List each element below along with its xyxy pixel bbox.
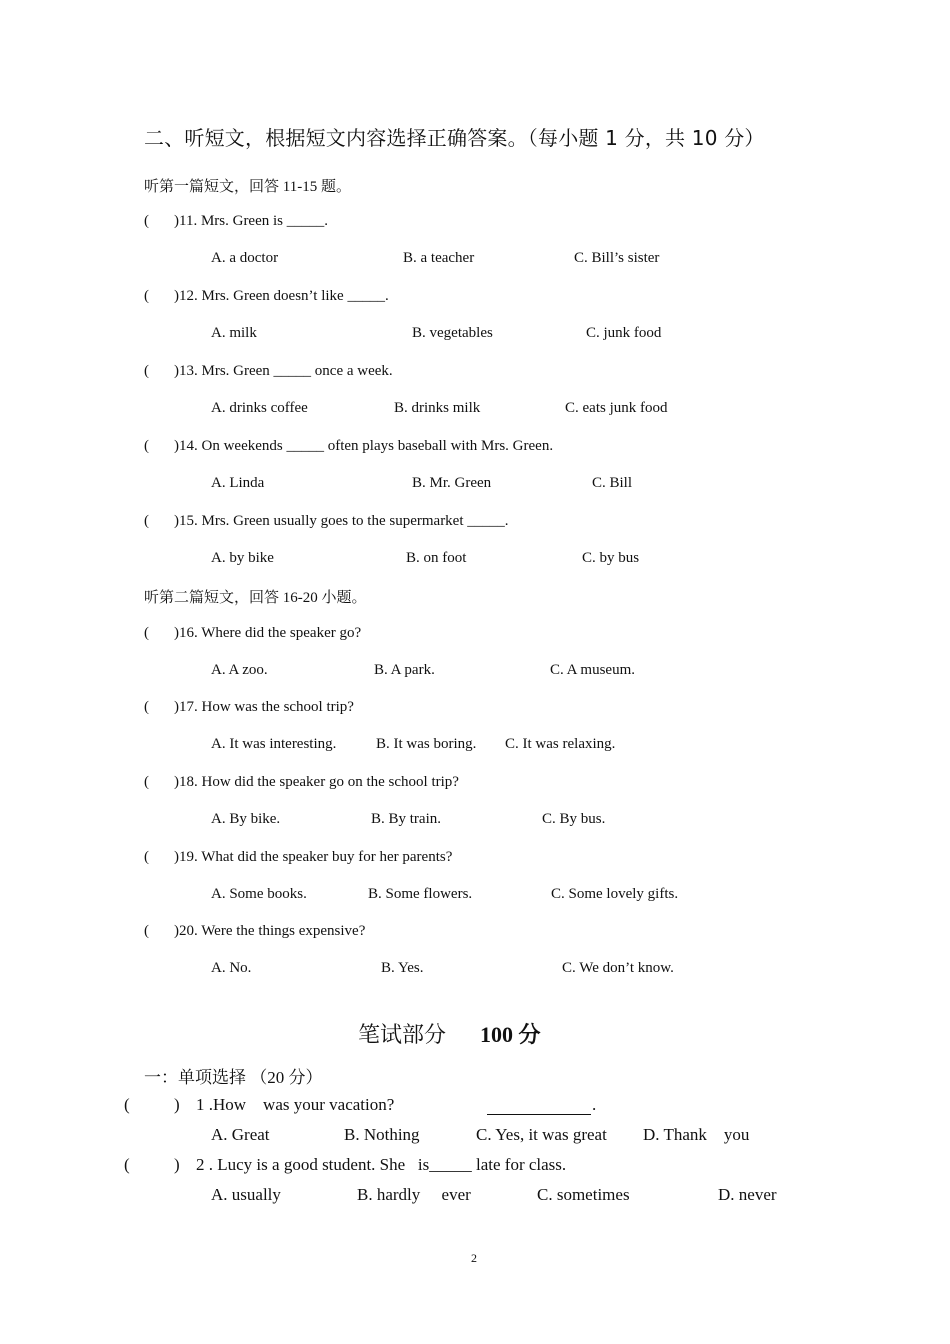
option-a: A. usually — [211, 1185, 281, 1204]
passage2-intro: 听第二篇短文，回答 16-20 小题。 — [144, 590, 367, 606]
option-b: B. drinks milk — [394, 400, 481, 416]
question-end-punct: . — [592, 1095, 597, 1114]
question-text: )19. What did the speaker buy for her parents? — [174, 849, 453, 865]
answer-paren: ( — [144, 363, 149, 379]
option-d: D. never — [718, 1185, 777, 1204]
section-title: 二、听短文，根据短文内容选择正确答案。（每小题 1 分，共 10 分） — [144, 126, 765, 150]
question-text: )20. Were the things expensive? — [174, 923, 366, 939]
option-c: C. eats junk food — [565, 400, 668, 416]
option-b: B. Nothing — [344, 1125, 420, 1144]
answer-paren: ( — [144, 513, 149, 529]
option-c: C. junk food — [586, 325, 662, 341]
question-text: )16. Where did the speaker go? — [174, 625, 362, 641]
option-c: C. sometimes — [537, 1185, 630, 1204]
question-text: )12. Mrs. Green doesn’t like _____. — [174, 288, 389, 304]
option-c: C. Yes, it was great — [476, 1125, 607, 1144]
option-a: A. a doctor — [211, 250, 279, 266]
option-c: C. Some lovely gifts. — [551, 886, 679, 902]
option-a: A. By bike. — [211, 811, 281, 827]
question-text: )15. Mrs. Green usually goes to the supermarket _____. — [174, 513, 509, 529]
written-score: 100 分 — [480, 1022, 541, 1047]
answer-paren-open: ( — [124, 1095, 130, 1114]
answer-paren: ( — [144, 774, 149, 790]
passage1-intro: 听第一篇短文，回答 11-15 题。 — [144, 179, 351, 195]
option-a: A. Some books. — [211, 886, 307, 902]
option-a: A. A zoo. — [211, 662, 268, 678]
answer-paren: ( — [144, 288, 149, 304]
option-b: B. a teacher — [403, 250, 475, 266]
option-b: B. hardly ever — [357, 1185, 471, 1204]
option-c: C. By bus. — [542, 811, 606, 827]
answer-paren: ( — [144, 438, 149, 454]
option-b: B. Yes. — [381, 960, 424, 976]
answer-paren: ( — [144, 923, 149, 939]
option-b: B. It was boring. — [376, 736, 477, 752]
answer-paren-close: ) — [174, 1095, 180, 1114]
option-c: C. Bill’s sister — [574, 250, 660, 266]
option-b: B. Some flowers. — [368, 886, 473, 902]
option-a: A. milk — [211, 325, 257, 341]
question-text: )14. On weekends _____ often plays baseball with Mrs. Green. — [174, 438, 554, 454]
option-a: A. drinks coffee — [211, 400, 308, 416]
option-b: B. A park. — [374, 662, 435, 678]
option-b: B. on foot — [406, 550, 467, 566]
option-c: C. It was relaxing. — [505, 736, 616, 752]
option-a: A. It was interesting. — [211, 736, 337, 752]
question-text: )13. Mrs. Green _____ once a week. — [174, 363, 393, 379]
option-a: A. Linda — [211, 475, 265, 491]
option-b: B. vegetables — [412, 325, 493, 341]
question-text: )17. How was the school trip? — [174, 699, 354, 715]
option-c: C. A museum. — [550, 662, 636, 678]
written-part-title — [358, 1018, 541, 1049]
option-c: C. We don’t know. — [562, 960, 674, 976]
answer-paren-close: ) — [174, 1155, 180, 1174]
question-text: 2 . Lucy is a good student. She is_____ late for class. — [196, 1155, 567, 1174]
written-title-text: 笔试部分 — [358, 1022, 447, 1047]
question-text: )18. How did the speaker go on the school trip? — [174, 774, 459, 790]
option-b: B. By train. — [371, 811, 441, 827]
part1-title: 一：单项选择 （20 分） — [144, 1068, 323, 1087]
option-a: A. by bike — [211, 550, 274, 566]
option-d: D. Thank you — [643, 1125, 750, 1144]
answer-paren: ( — [144, 213, 149, 229]
option-a: A. No. — [211, 960, 252, 976]
answer-blank — [487, 1114, 591, 1115]
option-b: B. Mr. Green — [412, 475, 492, 491]
option-a: A. Great — [211, 1125, 270, 1144]
answer-paren: ( — [144, 699, 149, 715]
question-text: 1 .How was your vacation? — [196, 1095, 395, 1114]
answer-paren: ( — [144, 849, 149, 865]
page-number: 2 — [471, 1251, 477, 1265]
option-c: C. Bill — [592, 475, 633, 491]
answer-paren: ( — [144, 625, 149, 641]
option-c: C. by bus — [582, 550, 640, 566]
answer-paren-open: ( — [124, 1155, 130, 1174]
question-text: )11. Mrs. Green is _____. — [174, 213, 329, 229]
